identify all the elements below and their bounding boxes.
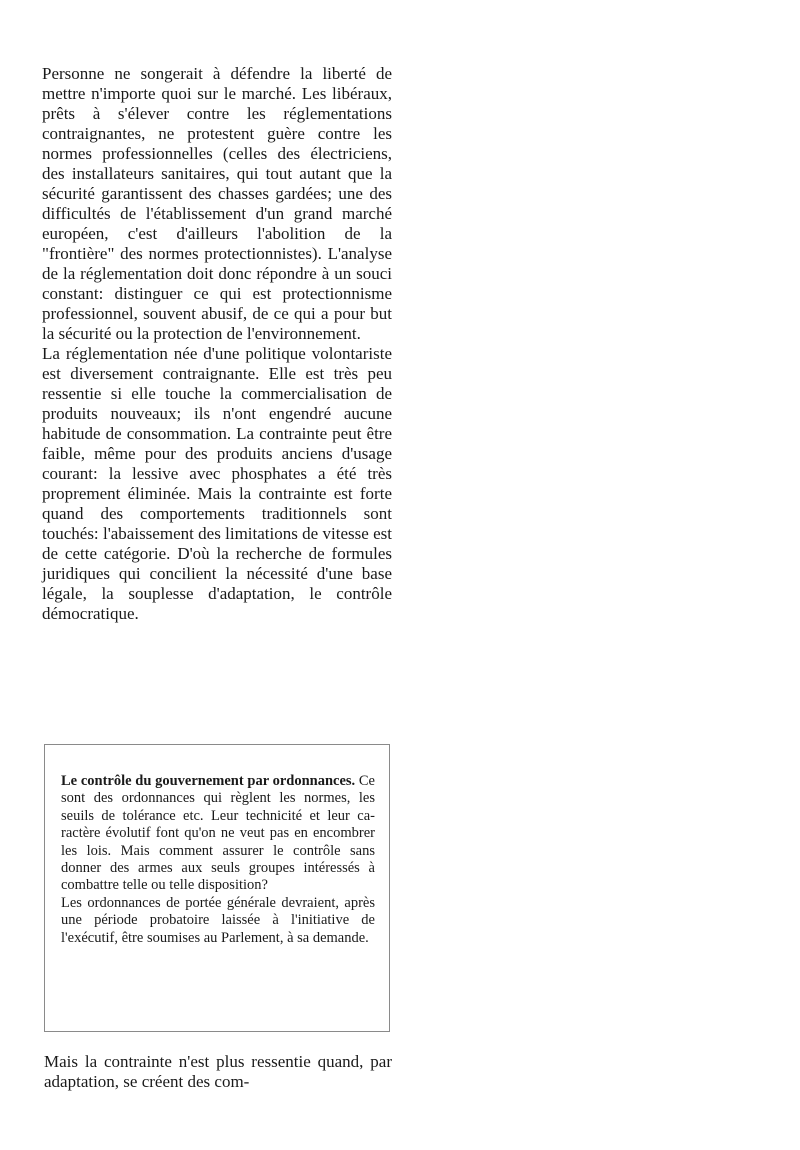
- box-heading: Le contrôle du gouvernement par ordonnances.: [61, 773, 356, 789]
- box-text-1: Ce sont des ordonnances qui règlent les normes, les seuils de tolérance etc. Leur technicité et leur caractère évolutif font qu'on ne veut pas en encombrer les lois. Mais comment assurer le contrôle sans donner des armes aux seuls groupes intéressés à combattre telle ou telle disposition?: [61, 773, 375, 894]
- continuation-text-column: [44, 1052, 392, 1092]
- box-paragraph-1: [61, 773, 375, 895]
- sidebar-box-content: [61, 773, 375, 947]
- paragraph-continuation: Mais la contrainte n'est plus ressentie quand, par adaptation, se créent des com-: [44, 1052, 392, 1091]
- paragraph-regulation-norms: Personne ne songerait à défendre la liberté de mettre n'importe quoi sur le marché. Les libéraux, prêts à s'élever contre les réglementations contraignantes, ne protestent guère contre les normes professionnelles (celles des électriciens, des installateurs sanitaires, qui tout autant que la sécurité garantissent des chasses gardées; une des difficultés de l'établissement d'un grand marché européen, c'est d'ailleurs l'abolition de la "frontière" des normes protectionnistes). L'analyse de la réglementation doit donc répondre à un souci constant: distinguer ce qui est protectionnisme professionnel, souvent abusif, de ce qui a pour but la sécurité ou la protection de l'environnement.: [42, 64, 392, 343]
- sidebar-box-ordonnances: [44, 744, 390, 1032]
- main-text-column: [42, 64, 392, 624]
- box-paragraph-2: Les ordonnances de portée générale devraient, après une période probatoire laissée à l'initiative de l'exécutif, être soumises au Parlement, à sa demande.: [61, 894, 375, 946]
- paragraph-voluntarist-regulation: La réglementation née d'une politique volontariste est diversement contraignante. Elle est très peu ressentie si elle touche la commercialisation de produits nouveaux; ils n'ont engendré aucune habitude de consommation. La contrainte peut être faible, même pour des produits anciens d'usage courant: la lessive avec phosphates a été très proprement éliminée. Mais la contrainte est forte quand des comportements traditionnels sont touchés: l'abaissement des limitations de vitesse est de cette catégorie. D'où la recherche de formules juridiques qui concilient la nécessité d'une base légale, la souplesse d'adaptation, le contrôle démocratique.: [42, 344, 392, 623]
